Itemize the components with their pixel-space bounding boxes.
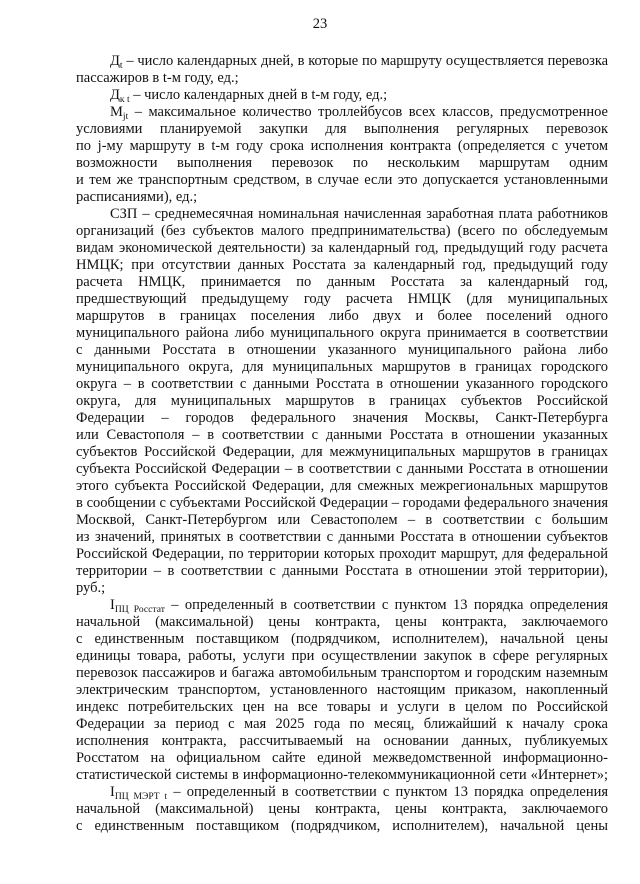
page-number: 23 (312, 16, 328, 32)
text-line (76, 597, 608, 614)
text-line: с единственным поставщиком (подрядчиком, исполнителем), начальной цены (76, 818, 608, 834)
definition-paragraph-days-year (76, 87, 608, 104)
term-symbol: I (110, 597, 115, 613)
term-symbol: М (110, 104, 123, 120)
term-subscript: t (119, 59, 123, 71)
text-line: Росстатом на официальном сайте единой межведомственной информационно- (76, 750, 608, 766)
text-line: округа, для муниципальных маршрутов в границах субъектов Российской (76, 393, 608, 409)
text-line: в сообщении с субъектами Российской Федерации – городами федерального значения (76, 495, 608, 511)
text-line: и тем же транспортным средством, в случае если это допускается установленными (76, 172, 608, 188)
text-line: организаций (без субъектов малого предпринимательства) (всего по обследуемым (76, 223, 608, 239)
text-line: Федерации – городов федерального значения Москвы, Санкт-Петербурга (76, 410, 608, 426)
text-line: Российской Федерации, по территории которых проходит маршрут, для федеральной (76, 546, 608, 562)
text-line: субъекта Российской Федерации – в соответствии с данными Росстата в отношении (76, 461, 608, 477)
text-line: с единственным поставщиком (подрядчиком, исполнителем), начальной цены (76, 631, 608, 647)
text-line: НМЦК; при отсутствии данных Росстата за календарный год, предыдущий году (76, 257, 608, 273)
text-line: расписаниями), ед.; (76, 189, 198, 205)
definition-paragraph-average-salary (76, 206, 608, 597)
text-line: субъектов Российской Федерации, для межмуниципальных маршрутов в границах (76, 444, 608, 460)
text-line: Федерации за период с мая 2025 года по месяц, ближайший к началу срока (76, 716, 608, 732)
text-line: электрическим транспортом, установленного настоящим приказом, накопленный (76, 682, 608, 698)
definition-text: – максимальное количество троллейбусов всех классов, предусмотренное (134, 104, 608, 120)
text-line: пассажиров в t-м году, ед.; (76, 70, 239, 86)
text-line: маршрутов в границах поселения либо двух и более поселений одного (76, 308, 608, 324)
term-symbol: Д (110, 53, 120, 69)
term-subscript: ПЦ Росстат (114, 603, 165, 615)
text-line: единицы товара, работы, услуги при осуществлении закупок в сфере регулярных (76, 648, 608, 664)
text-line (76, 784, 608, 801)
text-line: начальной (максимальной) цены контракта, цены контракта, заключаемого (76, 801, 608, 817)
text-line: из значений, принятых в соответствии с данными Росстата в отношении субъектов (76, 529, 608, 545)
term-symbol: I (110, 784, 115, 800)
text-line (76, 53, 608, 70)
text-line: исполнения контракта, рассчитываемый на основании данных, публикуемых (76, 733, 608, 749)
text-line: этого субъекта Российской Федерации, для смежных межрегиональных маршрутов (76, 478, 608, 494)
definition-paragraph-trolleybuses (76, 104, 608, 206)
text-line: перевозок пассажиров и багажа автомобильным транспортом и городским наземным (76, 665, 608, 681)
text-line: Москвой, Санкт-Петербургом или Севастополем – в соответствии с большим (76, 512, 608, 528)
term-subscript: jt (122, 110, 129, 122)
definition-text: – среднемесячная номинальная начисленная заработная плата работников (142, 206, 608, 222)
document-body (76, 53, 608, 835)
text-line (76, 206, 608, 223)
text-line (76, 87, 608, 104)
text-line: руб.; (76, 580, 106, 596)
text-line: по j-му маршруту в t-м году срока исполнения контракта (определяется с учетом (76, 138, 608, 154)
term-symbol: СЗП (110, 206, 138, 222)
text-line: или Севастополя – в соответствии с данными Росстата в отношении указанных (76, 427, 608, 443)
definition-text: – определенный в соответствии с пунктом 13 порядка определения (171, 597, 609, 613)
text-line: округа – в соответствии с данными Росстата в отношении указанного городского (76, 376, 608, 392)
term-subscript: к t (119, 93, 130, 105)
term-symbol: Д (110, 87, 120, 103)
definition-paragraph-days-route (76, 53, 608, 87)
text-line: индекс потребительских цен на все товары и услуги в целом по Российской (76, 699, 608, 715)
text-line: статистической системы в информационно-телекоммуникационной сети «Интернет»; (76, 767, 608, 783)
text-line: предшествующий предыдущему году расчета НМЦК (для муниципальных (76, 291, 608, 307)
text-line (76, 104, 608, 121)
definition-text: – определенный в соответствии с пунктом 13 порядка определения (173, 784, 609, 800)
term-subscript: ПЦ МЭРТ t (114, 790, 168, 802)
text-line: муниципального округа, для муниципальных маршрутов в границах городского (76, 359, 608, 375)
text-line: начальной (максимальной) цены контракта, цены контракта, заключаемого (76, 614, 608, 630)
text-line: условиями планируемой закупки для выполнения регулярных перевозок (76, 121, 608, 137)
text-line: территории – в соответствии с данными Росстата в отношении этой территории), (76, 563, 608, 579)
text-line: расчета НМЦК, принимается по данным Росстата за календарный год, (76, 274, 608, 290)
definition-paragraph-cpi-rosstat (76, 597, 608, 784)
definition-paragraph-cpi-mert (76, 784, 608, 835)
text-line: с данными Росстата в отношении указанного муниципального района либо (76, 342, 608, 358)
definition-text: – число календарных дней в t-м году, ед.; (133, 87, 388, 103)
definition-text: – число календарных дней, в которые по маршруту осуществляется перевозка (126, 53, 608, 69)
text-line: возможности выполнения перевозок по нескольким маршрутам одним (76, 155, 608, 171)
text-line: муниципального района либо муниципального округа принимается в соответствии (76, 325, 608, 341)
text-line: видам экономической деятельности) за календарный год, предыдущий году расчета (76, 240, 608, 256)
